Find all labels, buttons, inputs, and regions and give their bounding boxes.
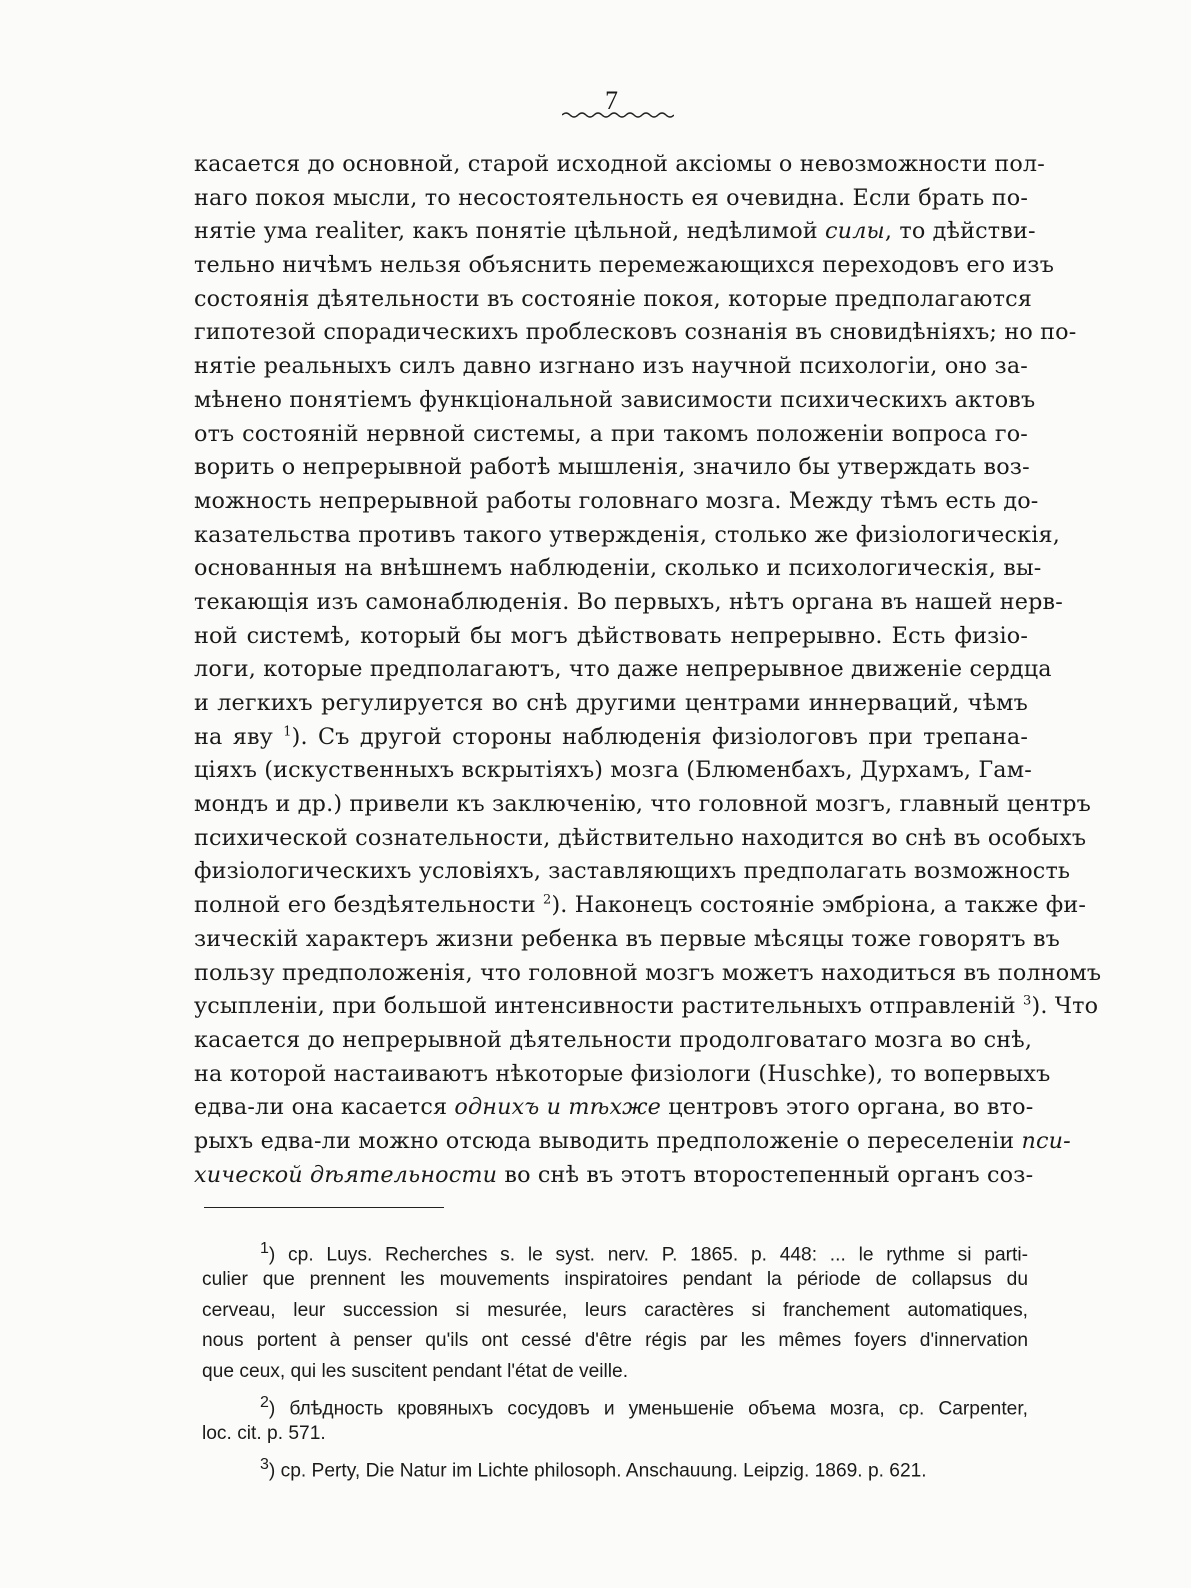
- page-number-text: 7: [605, 86, 618, 115]
- text-segment: ). Наконецъ состоянiе эмбрiона, а также фи-: [551, 892, 1087, 919]
- italic-text: силы: [825, 218, 885, 245]
- footnote-text: culier que prennent les mouvements inspiratoires pendant la période de collapsus du: [202, 1268, 1028, 1290]
- text-line: [194, 620, 1028, 654]
- text-line: [194, 1091, 1034, 1125]
- text-line: [194, 552, 1042, 586]
- text-line-content: касается до непрерывной дѣятельности продолговатаго мозга во снѣ,: [194, 1026, 1033, 1053]
- text-line: [194, 788, 1091, 822]
- text-line-content: гипотезой спорадическихъ проблесковъ сознанiя въ сновидѣнiяхъ; но по-: [194, 319, 1077, 346]
- text-line-content: касается до основной, старой исходной аксiомы о невозможности пол-: [194, 151, 1045, 177]
- text-line: [194, 957, 1102, 991]
- footnote-line: [202, 1388, 1028, 1419]
- footnote-line: [202, 1234, 1028, 1265]
- text-line: [194, 1159, 1034, 1193]
- text-line-content: физiологическихъ условiяхъ, заставляющихъ предполагать возможность: [194, 858, 1071, 885]
- footnote-text: loc. cit. p. 571.: [202, 1422, 326, 1444]
- text-line: [194, 855, 1071, 889]
- text-line: [194, 384, 1036, 418]
- text-line: [194, 316, 1077, 350]
- text-segment: на яву: [194, 723, 284, 750]
- footnote-mark: 2: [260, 1393, 269, 1411]
- footnotes-block: [202, 1234, 1028, 1480]
- text-line: [194, 990, 1099, 1024]
- text-segment: нятiе ума realiter, какъ понятiе цѣльной, недѣлимой: [194, 218, 826, 245]
- italic-text: пси-: [1021, 1127, 1071, 1154]
- footnote-text: nous portent à penser qu'ils ont cessé d'être régis par les mêmes foyers d'innervation: [202, 1330, 1028, 1352]
- text-line-content: текающiя изъ самонаблюденiя. Во первыхъ, нѣтъ органа въ нашей нерв-: [194, 588, 1063, 615]
- text-line-content: нятiе реальныхъ силъ давно изгнано изъ научной психологiи, оно за-: [194, 353, 1028, 380]
- text-line: [194, 1058, 1051, 1092]
- text-line-content: основанныя на внѣшнемъ наблюденiи, сколько и психологическiя, вы-: [194, 555, 1042, 582]
- text-line: [194, 653, 1052, 687]
- text-line: [194, 822, 1087, 856]
- footnote-line: [202, 1450, 1028, 1481]
- text-segment: полной его бездѣятельности: [194, 892, 544, 919]
- text-segment: усыпленiи, при большой интенсивности растительныхъ отправленiй: [194, 993, 1024, 1020]
- text-line-content: логи, которые предполагаютъ, что даже непрерывное движенiе сердца: [194, 656, 1052, 683]
- text-line-content: на которой настаиваютъ нѣкоторые физiологи (Huschke), то вопервыхъ: [194, 1060, 1051, 1087]
- text-line-content: ной системѣ, который бы могъ дѣйствовать непрерывно. Есть физiо-: [194, 622, 1028, 649]
- main-text-block: [194, 148, 1102, 1192]
- footnote-ref: 1: [283, 724, 292, 740]
- footnote-mark: 1: [260, 1240, 269, 1257]
- text-segment: рыхъ едва-ли можно отсюда выводить предположенiе о переселенiи: [194, 1127, 1022, 1154]
- text-line-content: ворить о непрерывной работѣ мышленiя, значило бы утверждать воз-: [194, 454, 1030, 481]
- text-segment: едва-ли она касается: [194, 1094, 455, 1121]
- text-line-content: состоянiя дѣятельности въ состоянiе покоя, которые предполагаются: [194, 285, 1032, 312]
- footnote-line: [202, 1296, 1028, 1327]
- text-line-content: пользу предположенiя, что головной мозгъ можетъ находиться въ полномъ: [194, 959, 1102, 986]
- footnote-text: que ceux, qui les suscitent pendant l'état de veille.: [202, 1361, 629, 1383]
- text-line: [194, 519, 1060, 553]
- text-line: [194, 148, 1045, 182]
- text-segment: центровъ этого органа, во вто-: [661, 1094, 1034, 1121]
- text-line: [194, 485, 1039, 519]
- text-line-content: наго покоя мысли, то несостоятельность ея очевидна. Если брать по-: [194, 184, 1028, 211]
- footnote-text: cerveau, leur succession si mesurée, leurs caractères si franchement automatiques,: [202, 1299, 1028, 1321]
- text-line: [194, 721, 1028, 755]
- footnote-text: ) cp. Luys. Recherches s. le syst. nerv. P. 1865. p. 448: ... le rythme si parti-: [268, 1244, 1028, 1266]
- text-line-content: казательства противъ такого утвержденiя, столько же физiологическiя,: [194, 521, 1060, 548]
- text-segment: , то дѣйстви-: [884, 218, 1036, 245]
- text-line: [194, 923, 1060, 957]
- italic-text: хической дѣятельности: [194, 1161, 498, 1188]
- footnote-line: [202, 1419, 1028, 1450]
- text-line-content: цiяхъ (искуственныхъ вскрытiяхъ) мозга (Блюменбахъ, Дурхамъ, Гам-: [194, 757, 1032, 784]
- footnote-line: [202, 1357, 1028, 1388]
- text-line-content: и легкихъ регулируется во снѣ другими центрами иннерваций, чѣмъ: [194, 690, 1028, 716]
- text-line: [194, 249, 1055, 283]
- footnote-text: ) cp. Perty, Die Natur im Lichte philosoph. Anschauung. Leipzig. 1869. p. 621.: [268, 1459, 927, 1481]
- text-line: [194, 418, 1028, 452]
- text-line: [194, 889, 1087, 923]
- footnote-ref: 2: [543, 892, 552, 908]
- text-line-content: тельно ничѣмъ нельзя объяснить перемежающихся переходовъ его изъ: [194, 252, 1055, 279]
- text-line-content: психической сознательности, дѣйствительно находится во снѣ въ особыхъ: [194, 824, 1087, 851]
- footnote-line: [202, 1326, 1028, 1357]
- text-segment: ). Съ другой стороны наблюденiя физiологовъ при трепана-: [291, 723, 1029, 750]
- wavy-ornament-icon: [562, 110, 674, 120]
- footnote-divider: [204, 1207, 444, 1208]
- text-line: [194, 182, 1028, 216]
- italic-text: однихъ и тѣхже: [454, 1094, 662, 1121]
- text-line: [194, 586, 1063, 620]
- text-line: [194, 451, 1028, 485]
- text-line: [194, 283, 1032, 317]
- text-line: [194, 687, 1028, 721]
- text-line-content: мѣнено понятiемъ функцiональной зависимости психическихъ актовъ: [194, 386, 1036, 413]
- footnote-ref: 3: [1023, 993, 1032, 1009]
- text-line: [194, 350, 1028, 384]
- text-line: [194, 1125, 1071, 1159]
- text-segment: во снѣ въ этотъ второстепенный органъ соз-: [497, 1161, 1034, 1188]
- footnote-line: [202, 1265, 1028, 1296]
- text-line-content: зическiй характеръ жизни ребенка въ первые мѣсяцы тоже говорятъ въ: [194, 925, 1060, 952]
- text-line-content: можность непрерывной работы головнаго мозга. Между тѣмъ есть до-: [194, 487, 1039, 514]
- text-segment: ). Что: [1031, 993, 1099, 1020]
- text-line: [194, 754, 1032, 788]
- text-line: [194, 215, 1036, 249]
- text-line-content: отъ состоянiй нервной системы, а при такомъ положенiи вопроса го-: [194, 420, 1028, 447]
- text-line: [194, 1024, 1033, 1058]
- text-line-content: мондъ и др.) привели къ заключенiю, что головной мозгъ, главный центръ: [194, 791, 1091, 818]
- footnote-mark: 3: [260, 1455, 269, 1473]
- footnote-text: ) блѣдность кровяныхъ сосудовъ и уменьшенiе объема мозга, cp. Carpenter,: [268, 1398, 1028, 1420]
